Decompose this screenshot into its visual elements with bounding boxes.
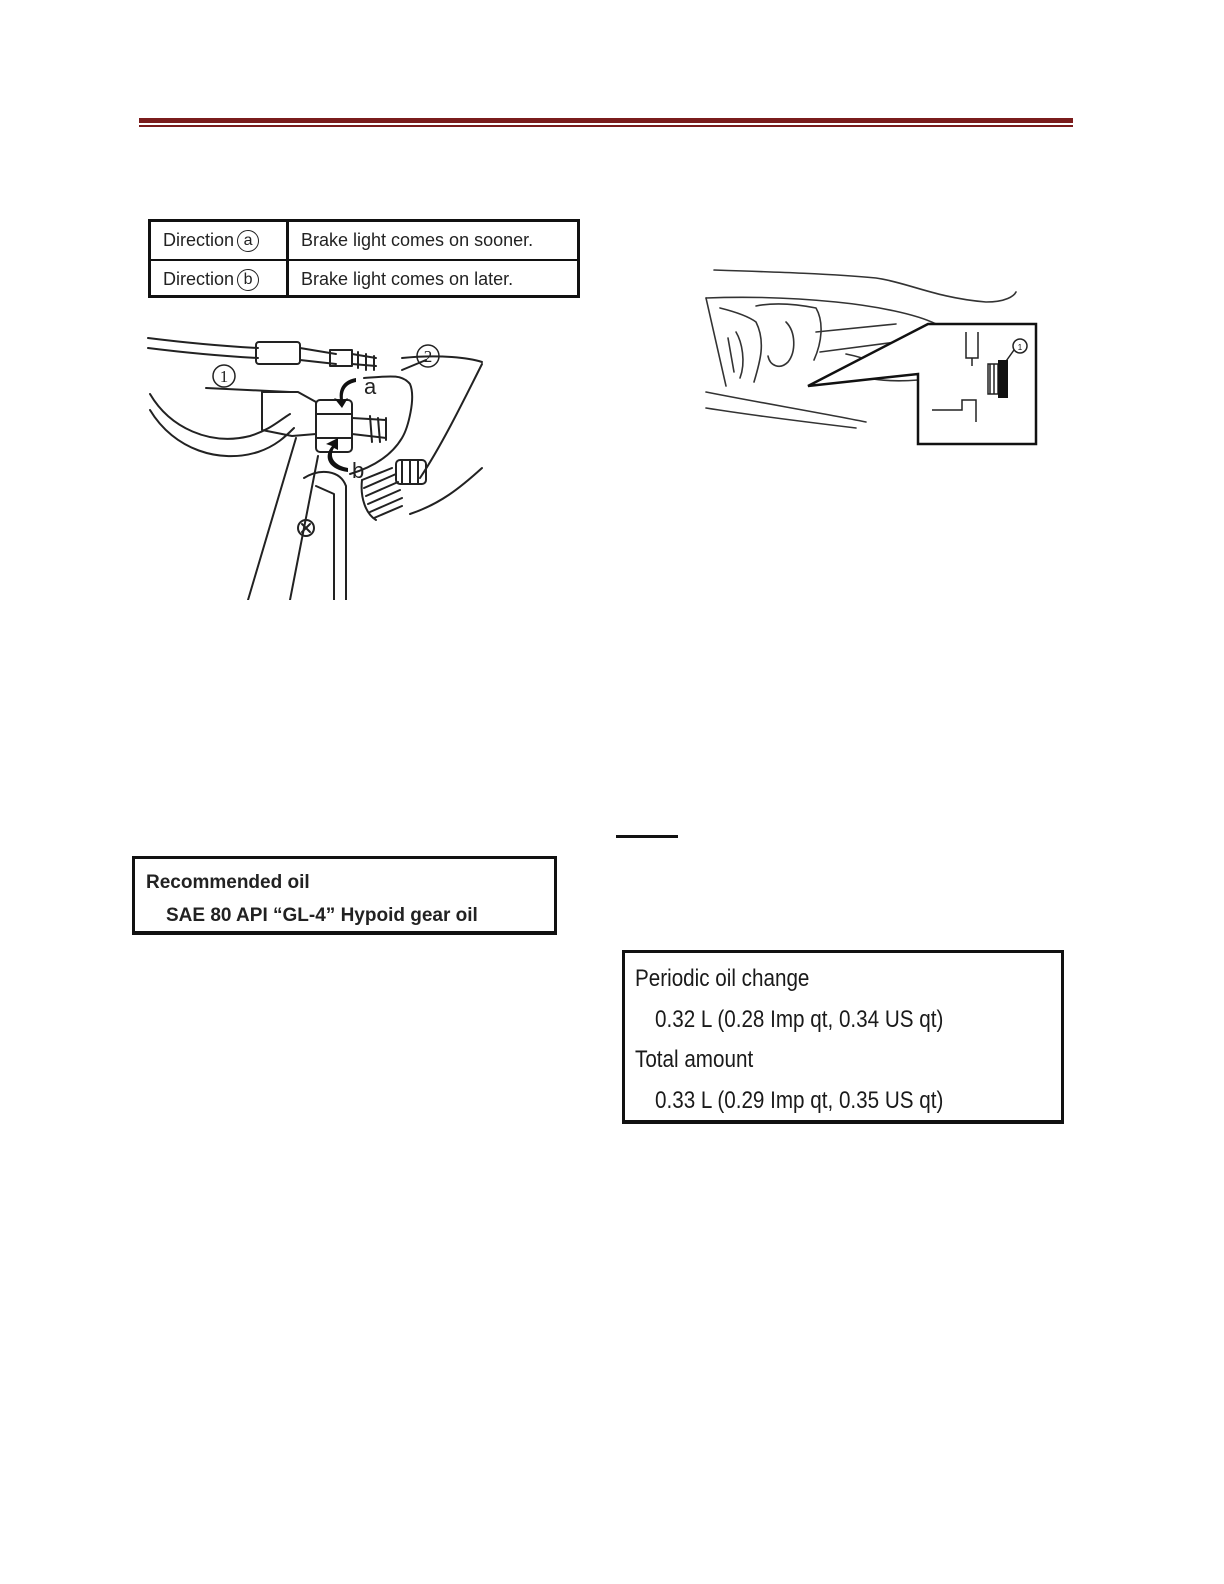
description-cell: Brake light comes on sooner.	[301, 230, 534, 250]
direction-cell	[151, 222, 289, 259]
table-row	[151, 261, 577, 298]
table-row	[151, 222, 577, 261]
recommended-oil-value: SAE 80 API “GL-4” Hypoid gear oil	[166, 905, 478, 926]
brake-switch-illustration	[140, 318, 500, 600]
direction-b-mark: b	[237, 269, 259, 291]
underline-mark	[616, 835, 678, 838]
periodic-oil-change-label: Periodic oil change	[635, 965, 810, 992]
direction-label: Direction	[163, 230, 235, 250]
brake-light-table	[148, 219, 580, 298]
header-rule-thin	[139, 125, 1073, 127]
recommended-oil-title: Recommended oil	[146, 872, 310, 893]
direction-cell	[151, 261, 289, 298]
recommended-oil-box	[132, 856, 557, 935]
arrow-label-b: b	[352, 458, 365, 483]
header-rule	[139, 118, 1073, 123]
direction-label: Direction	[163, 269, 235, 289]
total-amount-label: Total amount	[635, 1046, 754, 1073]
direction-a-mark: a	[237, 230, 259, 252]
arrow-label-a: a	[364, 374, 377, 399]
oil-quantity-box	[622, 950, 1064, 1124]
total-amount-value: 0.33 L (0.29 Imp qt, 0.35 US qt)	[655, 1087, 944, 1114]
description-cell: Brake light comes on later.	[301, 269, 514, 289]
periodic-oil-change-value: 0.32 L (0.28 Imp qt, 0.34 US qt)	[655, 1006, 944, 1033]
callout-1: 1	[219, 367, 229, 386]
gear-case-illustration	[696, 262, 1041, 448]
callout-2: 2	[423, 347, 433, 366]
callout-1: 1	[1017, 343, 1023, 352]
